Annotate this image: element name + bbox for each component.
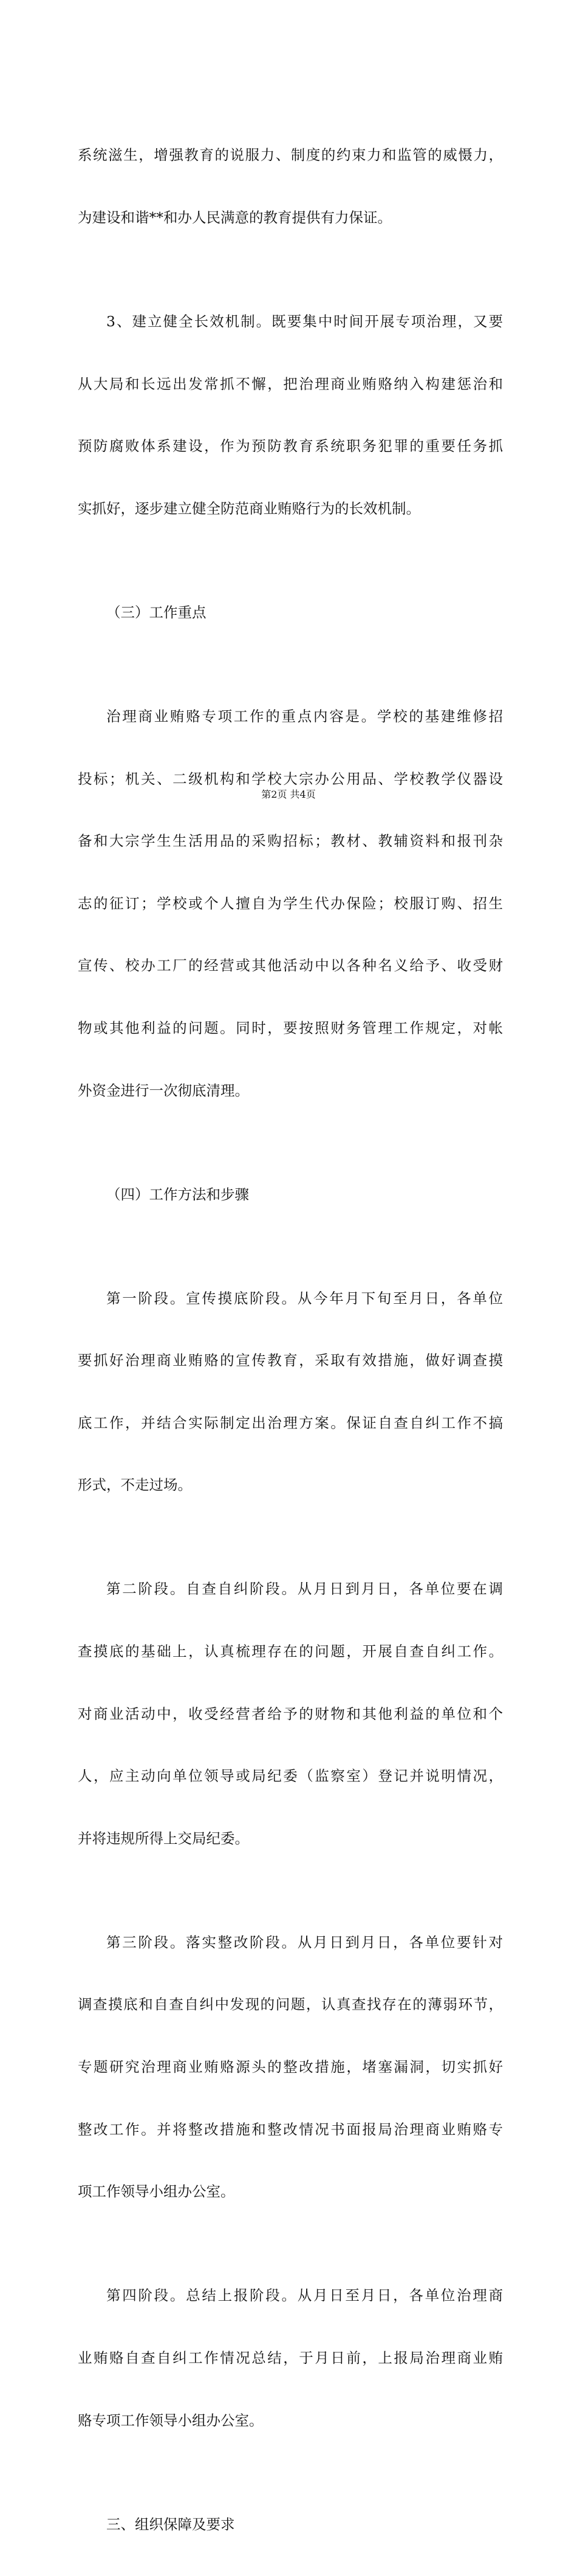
text-line: 业贿赂自查自纠工作情况总结，于月日前，上报局治理商业贿	[78, 2349, 503, 2366]
text-line: 从大局和长远出发常抓不懈，把治理商业贿赂纳入构建惩治和	[78, 375, 503, 392]
text-line: 第四阶段。总结上报阶段。从月日至月日，各单位治理商	[106, 2287, 503, 2304]
page-footer: 第2页 共4页	[261, 789, 316, 800]
text-line: 第三阶段。落实整改阶段。从月日到月日，各单位要针对	[106, 1933, 503, 1951]
text-line: 投标；机关、二级机构和学校大宗办公用品、学校教学仪器设	[78, 770, 503, 787]
text-line: 查摸底的基础上，认真梳理存在的问题，开展自查自纠工作。	[78, 1643, 503, 1660]
text-line: 志的征订；学校或个人擅自为学生代办保险；校服订购、招生	[78, 894, 503, 912]
paragraph	[78, 1246, 503, 1537]
text-line: 备和大宗学生生活用品的采购招标；教材、教辅资料和报刊杂	[78, 832, 503, 850]
paragraph	[78, 2244, 503, 2472]
heading-line: （三）工作重点	[106, 603, 207, 621]
section-heading	[78, 2472, 503, 2576]
text-line: 预防腐败体系建设，作为预防教育系统职务犯罪的重要任务抓	[78, 437, 503, 455]
paragraph	[78, 1890, 503, 2243]
text-line: 人，应主动向单位领导或局纪委（监察室）登记并说明情况，	[78, 1767, 503, 1785]
text-line: 系统滋生，增强教育的说服力、制度的约束力和监管的威慑力，	[78, 146, 503, 164]
paragraph	[78, 1537, 503, 1890]
heading-line: 三、组织保障及要求	[106, 2515, 235, 2533]
paragraph	[78, 270, 503, 561]
text-line: 外资金进行一次彻底清理。	[78, 1081, 249, 1099]
text-line: 形式，不走过场。	[78, 1476, 192, 1494]
text-line: 底工作，并结合实际制定出治理方案。保证自查自纠工作不搞	[78, 1414, 503, 1431]
section-heading	[78, 1142, 503, 1246]
text-line: 第二阶段。自查自纠阶段。从月日到月日，各单位要在调	[106, 1580, 503, 1598]
text-line: 项工作领导小组办公室。	[78, 2183, 235, 2201]
text-line: 为建设和谐**和办人民满意的教育提供有力保证。	[78, 209, 392, 227]
text-line: 实抓好，逐步建立健全防范商业贿赂行为的长效机制。	[78, 499, 420, 517]
text-line: 调查摸底和自查自纠中发现的问题，认真查找存在的薄弱环节，	[78, 1996, 503, 2013]
text-line: 对商业活动中，收受经营者给予的财物和其他利益的单位和个	[78, 1705, 503, 1722]
text-line: 要抓好治理商业贿赂的宣传教育，采取有效措施，做好调查摸	[78, 1352, 503, 1369]
text-line: 第一阶段。宣传摸底阶段。从今年月下旬至月日，各单位	[106, 1289, 503, 1307]
text-line: 专题研究治理商业贿赂源头的整改措施，堵塞漏洞，切实抓好	[78, 2058, 503, 2076]
paragraph	[78, 664, 503, 1142]
paragraph	[78, 103, 503, 270]
text-line: 整改工作。并将整改措施和整改情况书面报局治理商业贿赂专	[78, 2120, 503, 2138]
text-line: 物或其他利益的问题。同时，要按照财务管理工作规定，对帐	[78, 1019, 503, 1036]
text-line: 治理商业贿赂专项工作的重点内容是。学校的基建维修招	[106, 707, 503, 725]
text-line: 宣传、校办工厂的经营或其他活动中以各种名义给予、收受财	[78, 957, 503, 975]
text-line: 并将违规所得上交局纪委。	[78, 1829, 249, 1847]
text-line: 3、建立健全长效机制。既要集中时间开展专项治理，又要	[106, 313, 503, 331]
section-heading	[78, 560, 503, 664]
heading-line: （四）工作方法和步骤	[106, 1185, 249, 1203]
text-line: 赂专项工作领导小组办公室。	[78, 2411, 264, 2429]
document-body	[78, 103, 503, 2576]
